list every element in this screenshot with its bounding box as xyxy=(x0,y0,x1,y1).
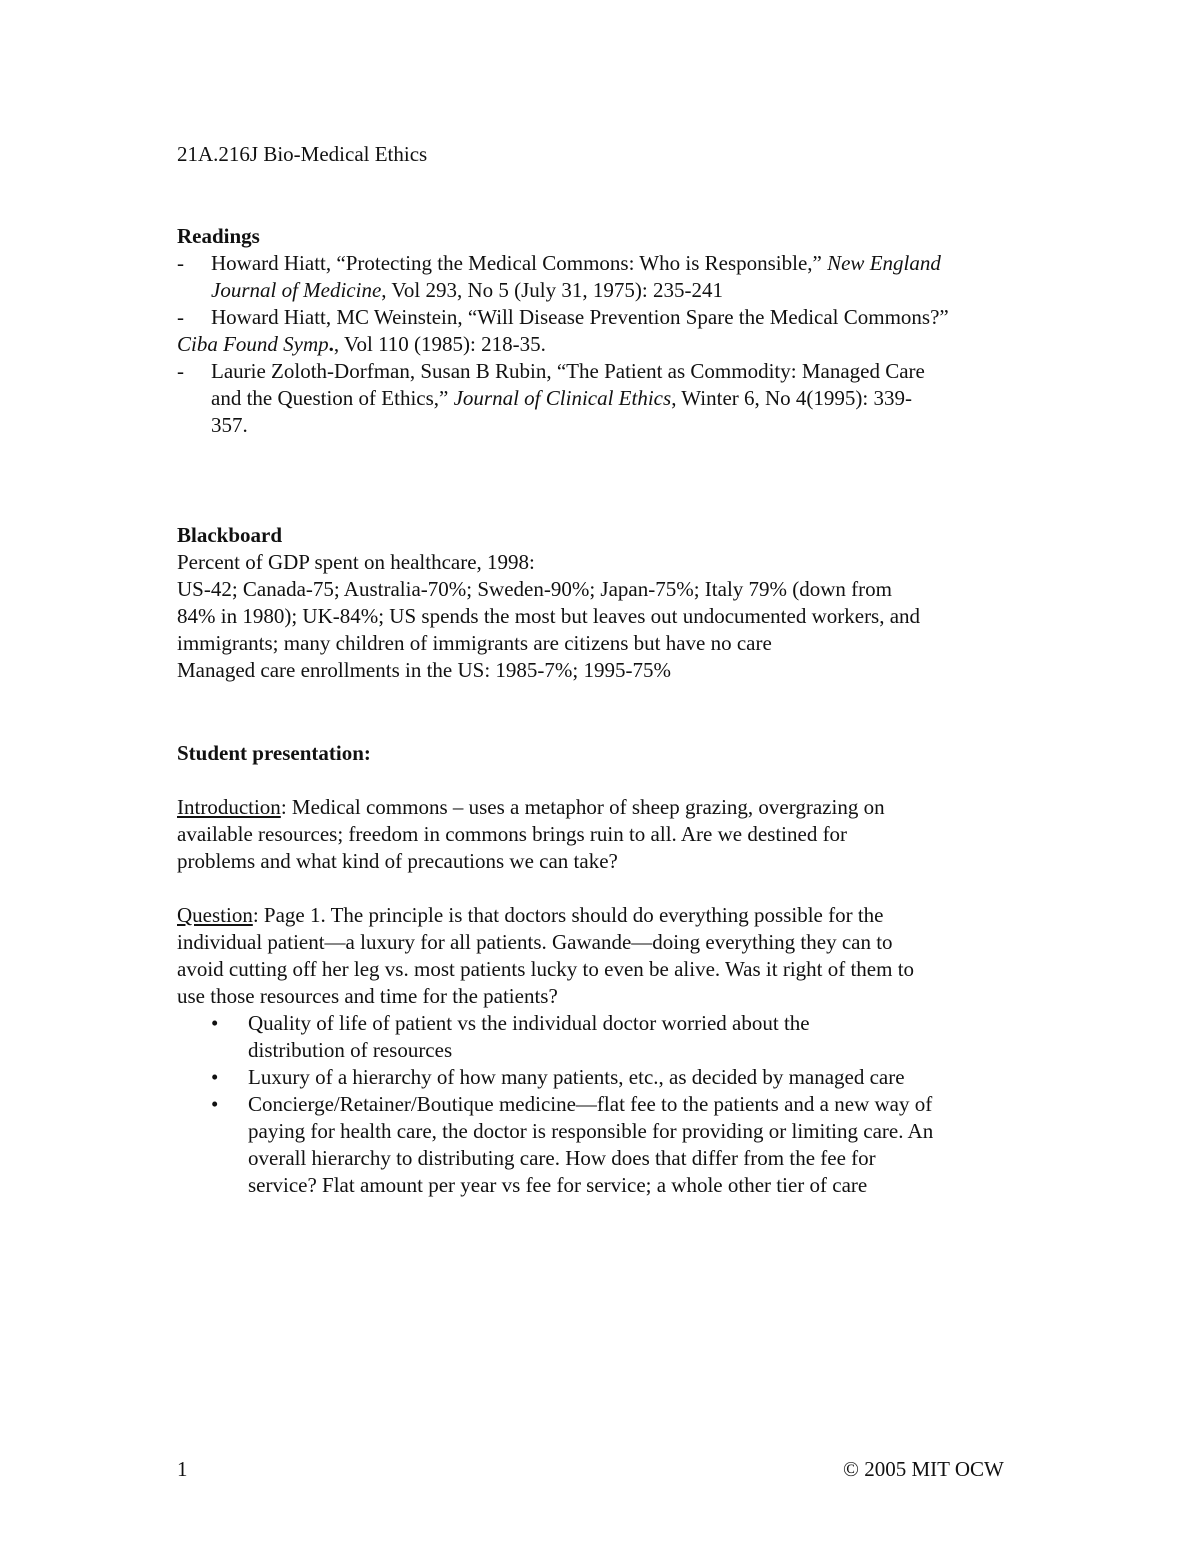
reference-dash: - xyxy=(177,305,184,329)
question-paragraph xyxy=(177,902,1057,1010)
readings-section xyxy=(177,223,1057,466)
list-item-line: distribution of resources xyxy=(248,1038,453,1062)
bullet-icon: • xyxy=(211,1011,219,1035)
introduction-paragraph xyxy=(177,794,1057,875)
paragraph-line: avoid cutting off her leg vs. most patients lucky to even be alive. Was it right of them to xyxy=(177,957,915,981)
reference-3-line-1: Laurie Zoloth-Dorfman, Susan B Rubin, “The Patient as Commodity: Managed Care xyxy=(211,359,925,383)
copyright-notice: © 2005 MIT OCW xyxy=(843,1457,1004,1481)
list-item xyxy=(177,1091,1057,1199)
reference-2-line-1: Howard Hiatt, MC Weinstein, “Will Disease Prevention Spare the Medical Commons?” xyxy=(211,305,949,329)
blackboard-line: US-42; Canada-75; Australia-70%; Sweden-90%; Japan-75%; Italy 79% (down from xyxy=(177,577,893,601)
blackboard-line: Managed care enrollments in the US: 1985-7%; 1995-75% xyxy=(177,658,671,682)
paragraph-line: available resources; freedom in commons brings ruin to all. Are we destined for xyxy=(177,822,848,846)
blackboard-line: 84% in 1980); UK-84%; US spends the most but leaves out undocumented workers, and xyxy=(177,604,921,628)
reference-3-line-2: and the Question of Ethics,” Journal of Clinical Ethics, Winter 6, No 4(1995): 339- xyxy=(211,386,913,410)
list-item xyxy=(177,1010,1057,1064)
list-item-line: Quality of life of patient vs the individual doctor worried about the xyxy=(248,1011,810,1035)
list-item-line: overall hierarchy to distributing care. How does that differ from the fee for xyxy=(248,1146,876,1170)
blackboard-heading: Blackboard xyxy=(177,523,283,547)
list-item xyxy=(177,1064,1057,1091)
blackboard-line: immigrants; many children of immigrants are citizens but have no care xyxy=(177,631,772,655)
bullet-list xyxy=(177,1010,1057,1199)
blackboard-section xyxy=(177,522,1057,684)
bullet-icon: • xyxy=(211,1065,219,1089)
reference-2-line-2: Ciba Found Symp., Vol 110 (1985): 218-35. xyxy=(177,332,546,356)
reference-dash: - xyxy=(177,359,184,383)
spacer xyxy=(177,875,1057,902)
bullet-icon: • xyxy=(211,1092,219,1116)
paragraph-line: individual patient—a luxury for all patients. Gawande—doing everything they can to xyxy=(177,930,893,954)
spacer xyxy=(177,767,1057,794)
readings-heading: Readings xyxy=(177,224,260,248)
page-number: 1 xyxy=(177,1457,188,1481)
reference-1-line-2: Journal of Medicine, Vol 293, No 5 (July 31, 1975): 235-241 xyxy=(211,278,723,302)
student-presentation-section xyxy=(177,740,1057,1199)
readings-list xyxy=(177,250,1057,466)
reference-dash: - xyxy=(177,251,184,275)
blackboard-line: Percent of GDP spent on healthcare, 1998: xyxy=(177,550,535,574)
paragraph-line: use those resources and time for the patients? xyxy=(177,984,558,1008)
list-item-line: service? Flat amount per year vs fee for service; a whole other tier of care xyxy=(248,1173,868,1197)
introduction-label: Introduction xyxy=(177,795,281,819)
student-presentation-heading: Student presentation: xyxy=(177,741,371,765)
list-item-line: Concierge/Retainer/Boutique medicine—flat fee to the patients and a new way of xyxy=(248,1092,933,1116)
reference-3-line-3: 357. xyxy=(211,413,248,437)
question-label: Question xyxy=(177,903,253,927)
paragraph-line: Question: Page 1. The principle is that doctors should do everything possible for the xyxy=(177,903,884,927)
paragraph-line: problems and what kind of precautions we can take? xyxy=(177,849,618,873)
list-item-line: paying for health care, the doctor is responsible for providing or limiting care. An xyxy=(248,1119,934,1143)
list-item-line: Luxury of a hierarchy of how many patients, etc., as decided by managed care xyxy=(248,1065,905,1089)
paragraph-line: Introduction: Medical commons – uses a metaphor of sheep grazing, overgrazing on xyxy=(177,795,885,819)
reference-1-line-1: Howard Hiatt, “Protecting the Medical Commons: Who is Responsible,” New England xyxy=(211,251,941,275)
course-title: 21A.216J Bio-Medical Ethics xyxy=(177,142,428,166)
